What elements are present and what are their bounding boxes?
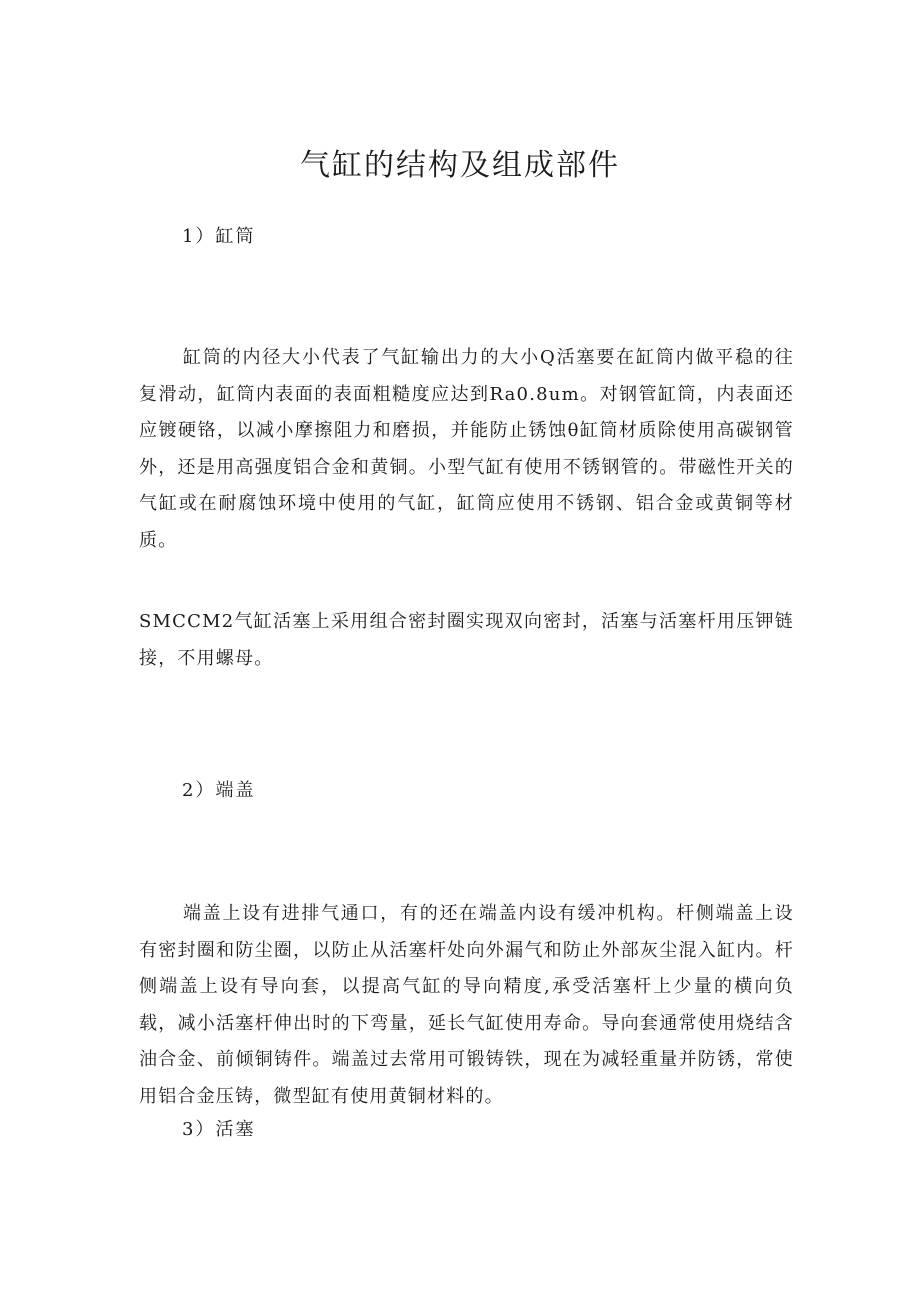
paragraph-smc-cm2: SMCCM2气缸活塞上采用组合密封圈实现双向密封，活塞与活塞杆用压钾链接，不用螺母。 [139, 611, 794, 669]
paragraph-end-cap: 端盖上设有进排气通口，有的还在端盖内设有缓冲机构。杆侧端盖上设有密封圈和防尘圈，以防止从活塞杆处向外漏气和防止外部灰尘混入缸内。杆侧端盖上设有导向套，以提高气缸的导向精度,承受活塞杆上少量的横向负载，减小活塞杆伸出时的下弯量，延长气缸使用寿命。导向套通常使用烧结含油合金、前倾铜铸件。端盖过去常用可锻铸铁，现在为减轻重量并防锈，常使用铝合金压铸，微型缸有使用黄铜材料的。 [139, 903, 794, 1107]
section-heading-cylinder-barrel: 1）缸筒 [182, 226, 256, 247]
section-heading-piston: 3）活塞 [182, 1119, 256, 1140]
section-heading-end-cap: 2）端盖 [182, 780, 256, 801]
page-title: 气缸的结构及组成部件 [300, 148, 620, 183]
paragraph-cylinder-barrel: 缸筒的内径大小代表了气缸输出力的大小Q活塞要在缸筒内做平稳的往复滑动，缸筒内表面的表面粗糙度应达到Ra0.8um。对钢管缸筒，内表面还应镀硬铬，以减小摩擦阻力和磨损，并能防止锈蚀θ缸筒材质除使用高碳钢管外，还是用高强度铝合金和黄铜。小型气缸有使用不锈钢管的。带磁性开关的气缸或在耐腐蚀环境中使用的气缸，缸筒应使用不锈钢、铝合金或黄铜等材质。 [139, 347, 794, 551]
